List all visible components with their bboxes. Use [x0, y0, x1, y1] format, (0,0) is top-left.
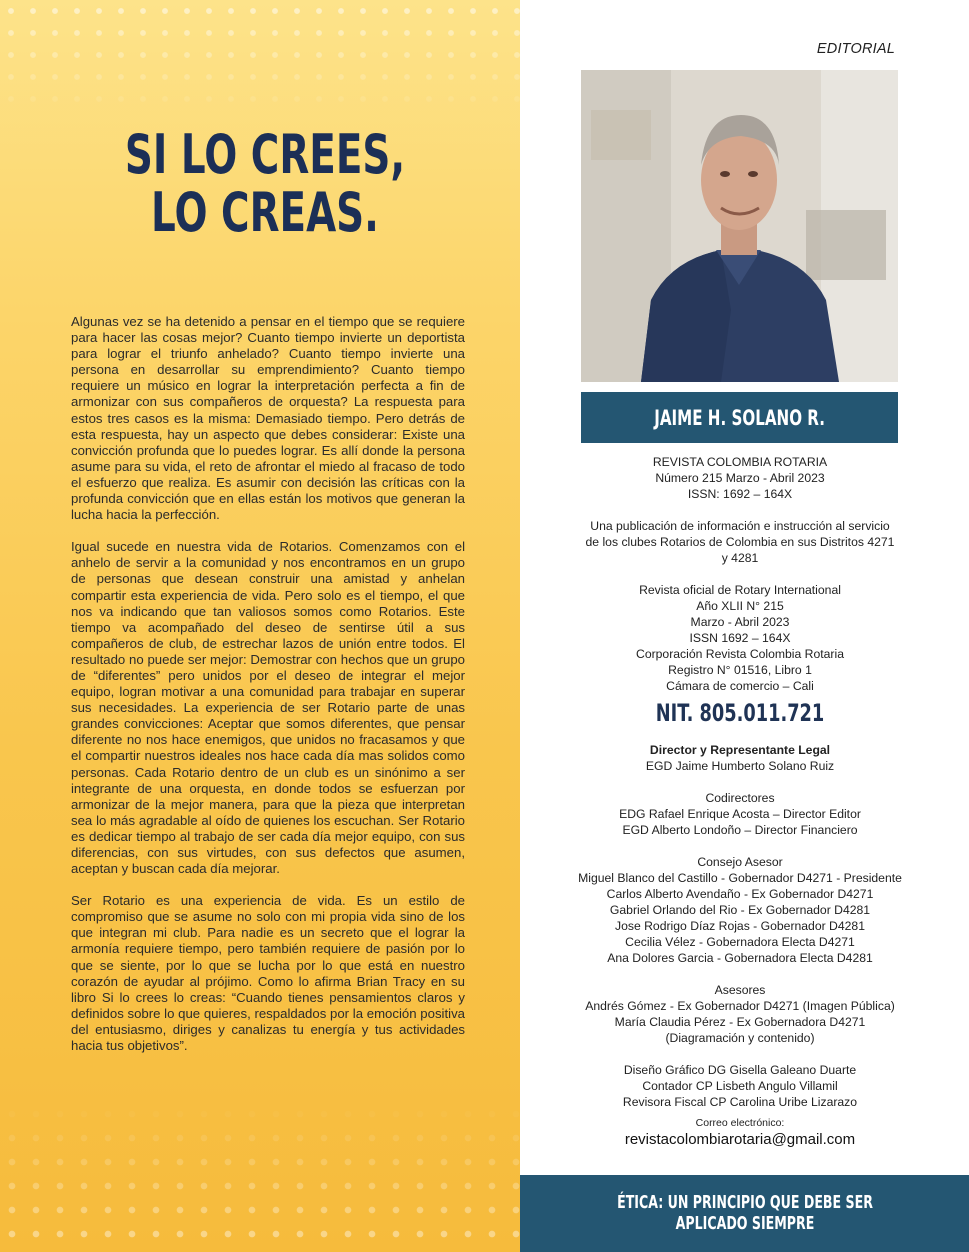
official-line: Revista oficial de Rotary International: [639, 583, 841, 597]
advisors-title: Asesores: [714, 983, 766, 997]
author-nameplate: [581, 392, 898, 443]
credits-block: [577, 1062, 903, 1110]
publication-line: Número 215 Marzo - Abril 2023: [655, 471, 825, 485]
publication-block: [577, 454, 903, 502]
description-line: de los clubes Rotarios de Colombia en sus Distritos 4271: [585, 535, 895, 549]
headline: [117, 123, 412, 244]
footer-tagline: ÉTICA: UN PRINCIPIO QUE DEBE SER APLICADO SIEMPRE: [616, 1192, 873, 1234]
director-name: EGD Jaime Humberto Solano Ruiz: [645, 759, 835, 773]
description-line: y 4281: [721, 551, 759, 565]
official-line: Corporación Revista Colombia Rotaria: [636, 647, 844, 661]
author-name: JAIME H. SOLANO R.: [654, 405, 825, 430]
official-line: ISSN 1692 – 164X: [689, 631, 791, 645]
article-paragraph: Ser Rotario es una experiencia de vida. Es un estilo de compromiso que se asume no solo con mi propia vida sino de los que integran mi club. Para nadie es un secreto que el lograr la armonía requiere tiempo, pero también requiere de pasión por lo que se siente, por lo que se lucha por lo que está en nuestro corazón de ayudar al prójimo. Como lo afirma Brian Tracy en su libro Si lo crees lo creas: “Cuando tienes pensamientos claros y definidos sobre lo que quieres, respaldados por la emoción positiva del entusiasmo, diriges y canalizas tu energía y tus actividades hacia tus objetivos”.: [71, 893, 465, 1054]
author-portrait-illustration: [581, 70, 898, 382]
article-paragraph: Igual sucede en nuestra vida de Rotarios. Comenzamos con el anhelo de servir a la comunidad y nos encontramos en un grupo de personas que desean construir una amistad y anhelan compartir esta experiencia de vida. Pero solo es el tiempo, el que nos va indicando que tan valiosos somos como Rotarios. Este tiempo va acompañado del deseo de sentirse útil a sus compañeros de club, de estrechar lazos de unión entre todos. El resultado no puede ser mejor: Demostrar con hechos que un grupo de “diferentes” pero unidos por el deseo de integrar el mejor equipo, logran motivar a una comunidad para trabajar en superar sus necesidades. La experiencia de ser Rotario parte de unas grandes convicciones: Aceptar que somos diferentes, que pensar diferente no nos hace enemigos, que unidos no fracasamos y que el compartir nuestros ideales nos hace cada día mas solidos como personas. Cada Rotario dentro de un club es un sinónimo a ser integrante de una orquesta, en donde todos se esfuerzan por armonizar de la mejor manera, para que la pieza que interpretan sea lo más agradable al oído de quienes los escuchan. Ser Rotario es dedicar tiempo al trabajo de ser cada día mejor equipo, con sus diferencias, con sus virtudes, con sus defectos que asumen, aceptan y buscan cada día mejorar.: [71, 539, 465, 877]
official-line: Marzo - Abril 2023: [690, 615, 790, 629]
official-block: [577, 582, 903, 694]
section-label: EDITORIAL: [816, 41, 895, 57]
director-block: [577, 742, 903, 774]
credit-line: Contador CP Lisbeth Angulo Villamil: [642, 1079, 838, 1093]
credit-line: Revisora Fiscal CP Carolina Uribe Lizarazo: [622, 1095, 858, 1109]
email-address[interactable]: revistacolombiarotaria@gmail.com: [624, 1131, 856, 1148]
council-line: Gabriel Orlando del Rio - Ex Gobernador D4281: [609, 903, 871, 917]
dot-pattern-bottom: [0, 1102, 520, 1252]
editorial-article: [71, 314, 465, 1070]
masthead-info: [577, 454, 903, 1150]
codirector-line: EGD Alberto Londoño – Director Financiero: [622, 823, 858, 837]
codirectors-block: [577, 790, 903, 838]
council-title: Consejo Asesor: [697, 855, 783, 869]
footer-banner: [520, 1175, 969, 1252]
codirector-line: EDG Rafael Enrique Acosta – Director Editor: [619, 807, 861, 821]
author-photo: [581, 70, 898, 382]
official-line: Año XLII N° 215: [696, 599, 784, 613]
council-line: Miguel Blanco del Castillo - Gobernador D4271 - Presidente: [578, 871, 902, 885]
description-line: Una publicación de información e instrucción al servicio: [590, 519, 890, 533]
council-line: Cecilia Vélez - Gobernadora Electa D4271: [625, 935, 855, 949]
headline-line-1: SI LO CREES,: [124, 123, 406, 186]
director-title: Director y Representante Legal: [649, 743, 831, 757]
description-block: [577, 518, 903, 566]
publication-line: REVISTA COLOMBIA ROTARIA: [652, 455, 828, 469]
council-line: Jose Rodrigo Díaz Rojas - Gobernador D4281: [615, 919, 865, 933]
publication-line: ISSN: 1692 – 164X: [687, 487, 793, 501]
dot-pattern-top: [0, 0, 520, 120]
official-line: Cámara de comercio – Cali: [666, 679, 814, 693]
article-paragraph: Algunas vez se ha detenido a pensar en el tiempo que se requiere para hacer las cosas mejor? Cuanto tiempo invierte un deportista para lograr el triunfo anhelado? Cuanto tiempo invierte una persona en desarrollar su emprendimiento? Cuanto tiempo requiere un músico en lograr la interpretación perfecta a fin de armonizar con sus compañeros de orquesta? La respuesta para estos tres casos es la misma: Demasiado tiempo. Pero detrás de esta respuesta, hay un aspecto que debes considerar: Existe una convicción profunda que lo puedes lograr. Es allí donde la persona asume para su vida, el reto de afrontar el miedo al fracaso de todo el esfuerzo que realiza. Es asumir con decisión las críticas con la profunda convicción que en ellas están los motivos que generan la lucha hacia la perfección.: [71, 314, 465, 523]
nit-number: NIT. 805.011.721: [655, 699, 825, 727]
council-block: [577, 854, 903, 966]
council-line: Ana Dolores Garcia - Gobernadora Electa D4281: [607, 951, 873, 965]
advisor-line: María Claudia Pérez - Ex Gobernadora D4271: [614, 1015, 866, 1029]
official-line: Registro N° 01516, Libro 1: [668, 663, 812, 677]
email-label: Correo electrónico:: [695, 1117, 785, 1129]
advisors-block: [577, 982, 903, 1046]
credit-line: Diseño Gráfico DG Gisella Galeano Duarte: [623, 1063, 857, 1077]
headline-line-2: LO CREAS.: [151, 181, 379, 244]
advisor-line: (Diagramación y contenido): [665, 1031, 815, 1045]
advisor-line: Andrés Gómez - Ex Gobernador D4271 (Imagen Pública): [585, 999, 895, 1013]
codirectors-title: Codirectores: [705, 791, 775, 805]
council-line: Carlos Alberto Avendaño - Ex Gobernador D4271: [606, 887, 874, 901]
